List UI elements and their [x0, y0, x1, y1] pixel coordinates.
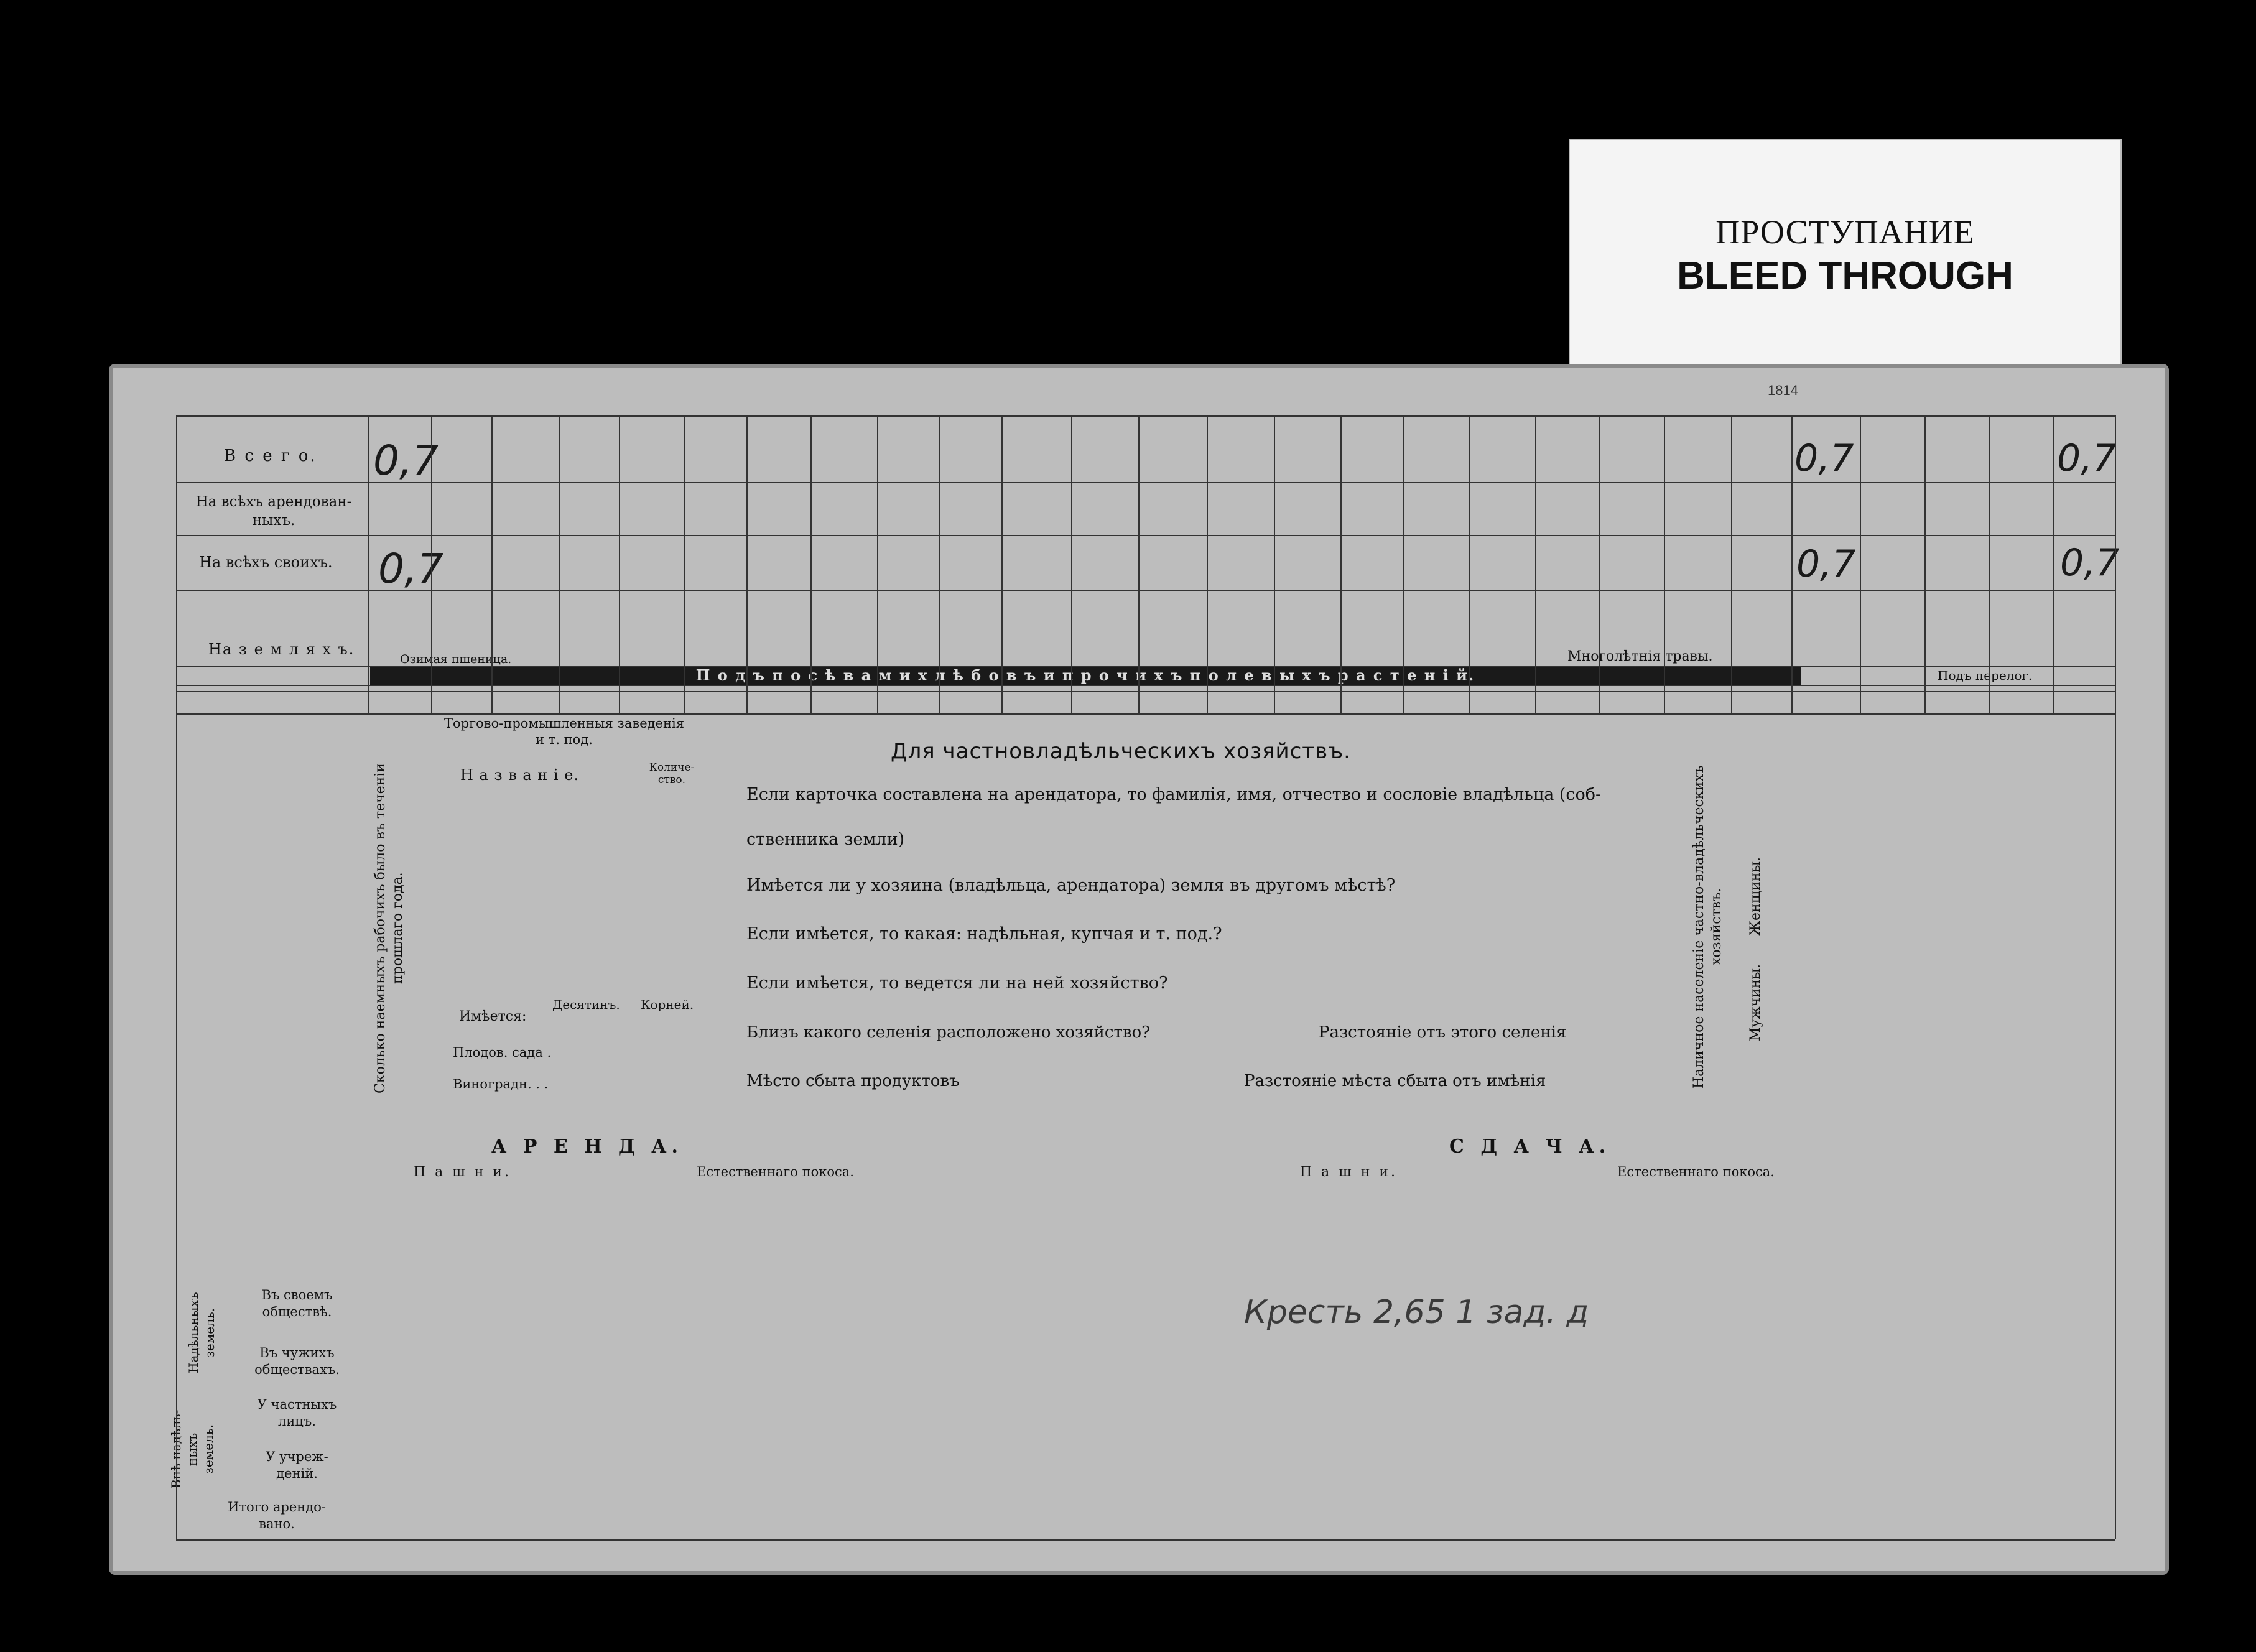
trade-qty-header: Количе- ство. [649, 761, 695, 786]
frame-top [176, 415, 2115, 417]
arenda-vne-label: Внѣ надѣль- ныхъ земель. [169, 1409, 216, 1489]
garden-plodov: Плодов. сада . [453, 1045, 552, 1060]
garden-desyatin: Десятинъ. [552, 997, 620, 1012]
grid-line-v [1664, 415, 1665, 713]
grid-line-v [619, 415, 620, 713]
grid-line-v [1791, 415, 1793, 713]
grid-line-h [176, 482, 2115, 483]
workers-note: Сколько наемныхъ рабочихъ было въ теченiи прошлаго года. [373, 763, 406, 1093]
row-label-vsego: В с е г о. [224, 447, 317, 465]
trade-name-header: Н а з в а н i е. [460, 766, 580, 784]
private-q6b: Разстоянiе мѣста сбыта отъ имѣнiя [1244, 1072, 1546, 1090]
grid-line-v [431, 415, 432, 713]
grid-line-v [2053, 415, 2054, 713]
hw-total-99: 0,7 [1794, 437, 1854, 480]
grid-line-v [491, 415, 493, 713]
hw-total-103: 0,7 [2057, 437, 2117, 480]
grid-line-v [1340, 415, 1342, 713]
row-label-zemlyakh: На з е м л я х ъ. [208, 641, 355, 658]
grid-line-v [1274, 415, 1275, 713]
group-ozimaya-pshenitsa: Озимая пшеница. [400, 652, 512, 666]
crop-band: П о д ъ п о с ѣ в а м и х л ѣ б о в ъ и п р о ч и х ъ п о л е в ы х ъ р а с т е н i й. [370, 666, 1801, 685]
arenda-row-itogo: Итого арендо- вано. [228, 1500, 326, 1531]
stamp-ru: ПРОСТУПАНИЕ [1715, 213, 1975, 251]
group-perelog: Подъ перелог. [1938, 668, 2033, 683]
private-q1b: ственника земли) [746, 830, 905, 849]
grid-line-v [1599, 415, 1600, 713]
private-q1a: Если карточка составлена на арендатора, то фамилiя, имя, отчество и сословiе владѣльца (соб- [746, 785, 1602, 804]
grid-line-h [176, 590, 2115, 591]
hw-dacha-note: Кресть 2,65 1 зад. д [1244, 1294, 1589, 1331]
arenda-row-chuzhikh: Въ чужихъ обществахъ. [254, 1345, 340, 1377]
grid-line-v [1207, 415, 1208, 713]
grid-line-v [559, 415, 560, 713]
group-mnogoletnie: Многолѣтнiя травы. [1567, 649, 1713, 664]
grid-line-v [1989, 415, 1990, 713]
arenda-row-svoem: Въ своемъ обществѣ. [261, 1288, 333, 1319]
sdacha-title: С Д А Ч А. [1449, 1136, 1611, 1158]
private-q2: Имѣется ли у хозяина (владѣльца, арендатора) земля въ другомъ мѣстѣ? [746, 876, 1396, 895]
grid-line-h [176, 666, 2115, 667]
hw-own-77: 0,7 [378, 545, 443, 593]
garden-korney: Корней. [641, 997, 694, 1012]
private-q4: Если имѣется, то ведется ли на ней хозяйство? [746, 973, 1168, 993]
grid-line-v [939, 415, 940, 713]
grid-line-v [684, 415, 685, 713]
arenda-row-uchrezhd: У учреж- денiй. [266, 1449, 328, 1481]
page-mark: 1814 [1768, 383, 1798, 398]
sdacha-pashni: П а ш н и. [1300, 1164, 1398, 1180]
grid-line-v [877, 415, 878, 713]
grid-line-v [1403, 415, 1404, 713]
grid-line-v [1924, 415, 1926, 713]
stamp-en: BLEED THROUGH [1677, 254, 2013, 297]
sdacha-pokos: Естественнаго покоса. [1617, 1164, 1775, 1179]
garden-vinograd: Виноградн. . . [453, 1077, 549, 1092]
population-muzh: Мужчины. [1748, 964, 1763, 1042]
grid-line-v [1071, 415, 1072, 713]
grid-line-v [810, 415, 812, 713]
hw-total-77: 0,7 [373, 437, 439, 485]
grid-line-h [176, 535, 2115, 536]
arenda-pashni: П а ш н и. [414, 1164, 512, 1180]
population-title: Наличное населенiе частно-владѣльческихъ хозяйствъ. [1691, 765, 1724, 1088]
grid-line-v [368, 415, 369, 713]
arenda-row-chastnykh: У частныхъ лицъ. [257, 1397, 337, 1429]
grid-line-h [176, 713, 2115, 715]
private-q3: Если имѣется, то какая: надѣльная, купчая и т. под.? [746, 924, 1222, 944]
private-q5b: Разстоянiе отъ этого селенiя [1319, 1023, 1567, 1042]
population-zhen: Женщины. [1748, 857, 1763, 936]
grid-line-v [1138, 415, 1140, 713]
row-label-svoikh: На всѣхъ своихъ. [199, 554, 333, 571]
grid-line-v [1001, 415, 1003, 713]
private-q5a: Близъ какого селенiя расположено хозяйство? [746, 1023, 1151, 1042]
grid-line-v [2115, 415, 2116, 713]
arenda-title: А Р Е Н Д А. [491, 1136, 683, 1158]
hw-own-103: 0,7 [2060, 541, 2120, 585]
frame-bottom [176, 1539, 2115, 1541]
grid-line-h [176, 685, 2115, 686]
grid-line-v [1860, 415, 1861, 713]
grid-line-v [1469, 415, 1470, 713]
grid-line-h [176, 691, 2115, 692]
private-title: Для частновладѣльческихъ хозяйствъ. [891, 739, 1351, 764]
garden-imeetsya: Имѣется: [459, 1009, 527, 1024]
arenda-nadel-label: Надѣльныхъ земель. [186, 1292, 217, 1373]
arenda-pokos: Естественнаго покоса. [697, 1164, 854, 1179]
hw-own-99: 0,7 [1796, 542, 1856, 586]
trade-title: Торгово-промышленныя заведенiя и т. под. [444, 716, 684, 747]
row-label-arend: На всѣхъ арендован- ныхъ. [195, 494, 352, 529]
frame-left [176, 415, 177, 1539]
private-q6a: Мѣсто сбыта продуктовъ [746, 1072, 960, 1090]
grid-line-v [746, 415, 748, 713]
grid-line-v [1731, 415, 1732, 713]
grid-line-v [1535, 415, 1536, 713]
